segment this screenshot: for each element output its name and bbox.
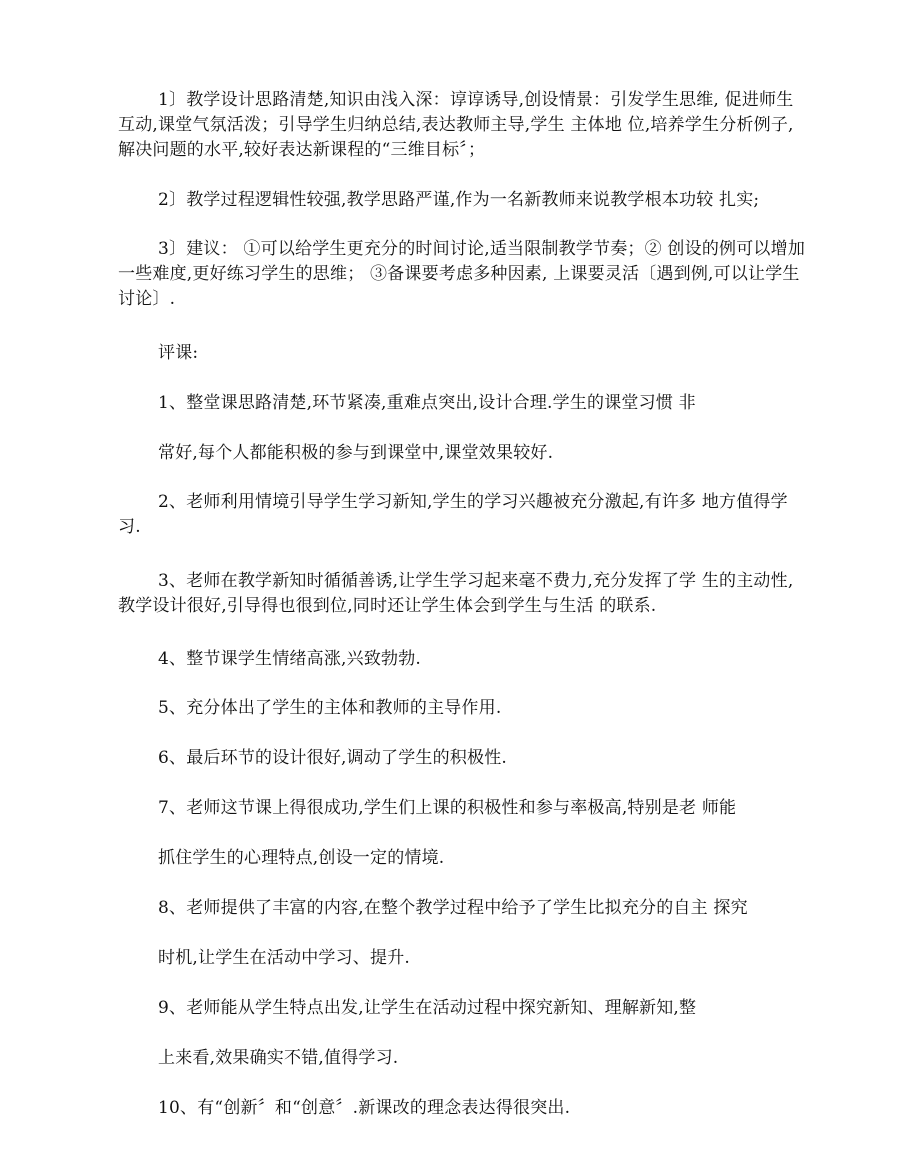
review-3-paragraph: 3、老师在教学新知时循循善诱,让学生学习起来毫不费力,充分发挥了学 生的主动性,教学设计很好,引导得也很到位,同时还让学生体会到学生与生活 的联系. xyxy=(118,571,794,616)
review-7-line-2: 抓住学生的心理特点,创设一定的情境. xyxy=(158,848,445,868)
review-6-line: 6、最后环节的设计很好,调动了学生的积极性. xyxy=(158,748,508,768)
review-4-line: 4、整节课学生情绪高涨,兴致勃勃. xyxy=(158,649,422,669)
review-2-paragraph: 2、老师利用情境引导学生学习新知,学生的学习兴趣被充分激起,有许多 地方值得学习. xyxy=(118,492,788,537)
review-5-line: 5、充分体出了学生的主体和教师的主导作用. xyxy=(158,698,502,718)
review-heading: 评课: xyxy=(158,343,199,363)
review-10-line: 10、有“创新〞和“创意〞.新课改的理念表达得很突出. xyxy=(158,1098,571,1118)
review-9-line-1: 9、老师能从学生特点出发,让学生在活动过程中探究新知、理解新知,整 xyxy=(158,998,697,1018)
point-3-paragraph: 3〕建议： ①可以给学生更充分的时间讨论,适当限制教学节奏；② 创设的例可以增加一些难度,更好练习学生的思维； ③备课要考虑多种因素, 上课要灵活〔遇到例,可以让学生讨论〕. xyxy=(118,239,806,309)
point-2-paragraph: 2〕教学过程逻辑性较强,教学思路严谨,作为一名新教师来说教学根本功较 扎实; xyxy=(158,190,760,210)
review-9-line-2: 上来看,效果确实不错,值得学习. xyxy=(158,1048,399,1068)
point-1-paragraph: 1〕教学设计思路清楚,知识由浅入深：谆谆诱导,创设情景：引发学生思维, 促进师生互动,课堂气氛活泼；引导学生归纳总结,表达教师主导,学生 主体地 位,培养学生分析例子,解决问题的水平,较好表达新课程的“三维目标〞； xyxy=(118,90,794,160)
review-7-line-1: 7、老师这节课上得很成功,学生们上课的积极性和参与率极高,特别是老 师能 xyxy=(158,798,737,818)
review-1-line-2: 常好,每个人都能积极的参与到课堂中,课堂效果较好. xyxy=(158,443,554,463)
review-8-line-2: 时机,让学生在活动中学习、提升. xyxy=(158,948,411,968)
review-1-line-1: 1、整堂课思路清楚,环节紧凑,重难点突出,设计合理.学生的课堂习惯 非 xyxy=(158,393,696,413)
review-8-line-1: 8、老师提供了丰富的内容,在整个教学过程中给予了学生比拟充分的自主 探究 xyxy=(158,898,748,918)
